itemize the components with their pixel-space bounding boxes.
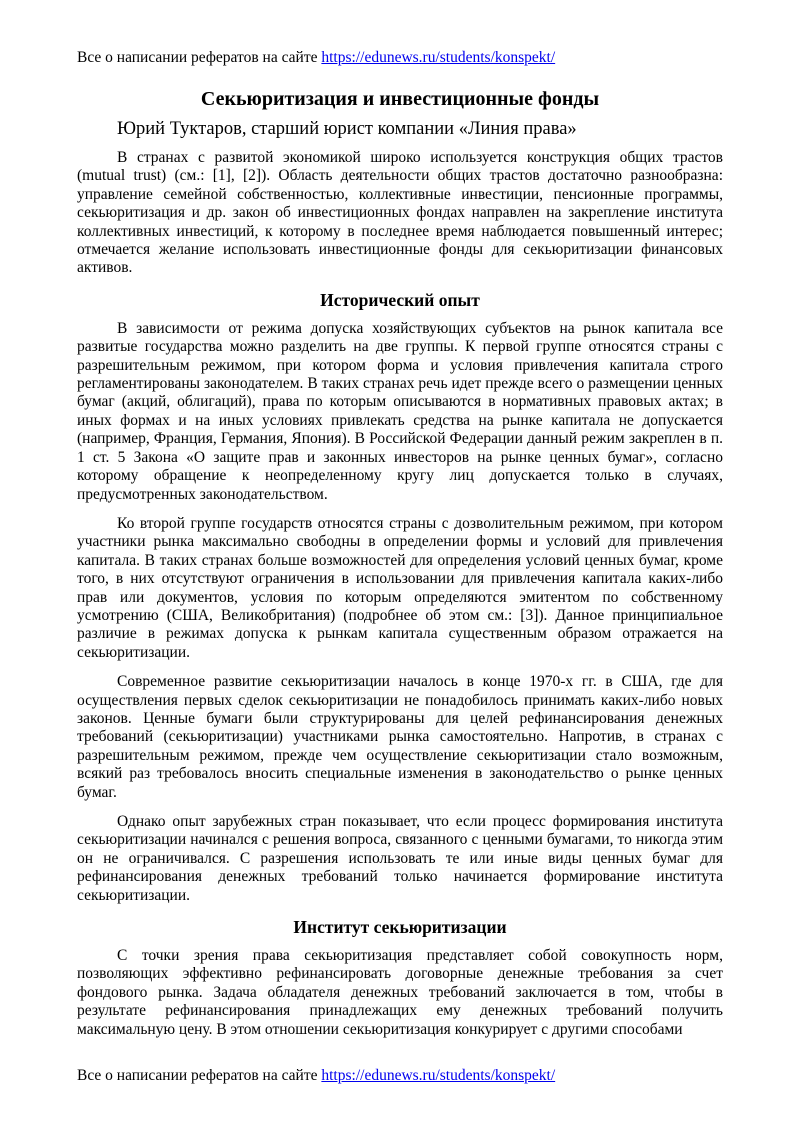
paragraph: Современное развитие секьюритизации началось в конце 1970-х гг. в США, где для осуществления первых сделок секьюритизации не понадобилось принимать каких-либо новых законов. Ценные бумаги были структурированы для целей рефинансирования денежных требований (секьюритизации) участниками рынка самостоятельно. Напротив, в странах с разрешительным режимом, прежде чем осуществление секьюритизации стало возможным, всякий раз требовалось вносить специальные изменения в законодательство о рынке ценных бумаг. (77, 673, 723, 801)
paragraph: Ко второй группе государств относятся страны с дозволительным режимом, при котором участники рынка максимально свободны в определении формы и условий для привлечения капитала. В таких странах больше возможностей для определения условий ценных бумаг, кроме того, в них отсутствуют ограничения в использовании для привлечения капитала каких-либо прав или документов, условия по которым определяются эмитентом по собственному усмотрению (США, Великобритания) (подробнее об этом см.: [3]). Данное принципиальное различие в режимах допуска к рынкам капитала существенным образом отражается на секьюритизации. (77, 514, 723, 661)
document-title: Секьюритизация и инвестиционные фонды (200, 88, 600, 110)
page-header (77, 48, 555, 68)
paragraph: Однако опыт зарубежных стран показывает, что если процесс формирования института секьюритизации начинался с решения вопроса, связанного с ценными бумагами, то никогда этим он не ограничивался. С разрешения использовать те или иные виды ценных бумаг для рефинансирования денежных требований только начинается формирование института секьюритизации. (77, 813, 723, 904)
header-link[interactable]: https://edunews.ru/students/konspekt/ (321, 49, 556, 66)
section-heading-history: Исторический опыт (320, 289, 480, 310)
footer-text: Все о написании рефератов на сайте (77, 1067, 322, 1084)
paragraph: В зависимости от режима допуска хозяйствующих субъектов на рынок капитала все развитые государства можно разделить на две группы. К первой группе относятся страны с разрешительным режимом, при котором форма и условия привлечения капитала строго регламентированы законодателем. В таких странах речь идет прежде всего о размещении ценных бумаг (акций, облигаций), права по которым описываются в нормативных правовых актах; в иных формах и на иных условиях привлекать средства на рынке капитала не допускается (например, Франция, Германия, Япония). В Российской Федерации данный режим закреплен в п. 1 ст. 5 Закона «О защите прав и законных инвесторов на рынке ценных бумаг», согласно которому обращение к неопределенному кругу лиц допускается только в случаях, предусмотренных законодательством. (77, 319, 723, 503)
header-text: Все о написании рефератов на сайте (77, 49, 322, 66)
document-author: Юрий Туктаров, старший юрист компании «Линия права» (117, 119, 577, 139)
footer-link[interactable]: https://edunews.ru/students/konspekt/ (321, 1067, 556, 1084)
intro-paragraph: В странах с развитой экономикой широко используется конструкция общих трастов (mutual trust) (см.: [1], [2]). Область деятельности общих трастов достаточно разнообразна: управление семейной собственностью, коллективные инвестиции, пенсионные программы, секьюритизация и др. закон об инвестиционных фондах направлен на закрепление института коллективных инвестиций, к которому в последнее время наблюдается повышенный интерес; отмечается желание использовать инвестиционные фонды для секьюритизации финансовых активов. (77, 149, 723, 277)
page-footer (77, 1066, 555, 1086)
paragraph: С точки зрения права секьюритизация представляет собой совокупность норм, позволяющих эффективно рефинансировать договорные денежные требования за счет фондового рынка. Задача обладателя денежных требований заключается в том, чтобы в результате рефинансирования принадлежащих ему денежных требований получить максимальную цену. В этом отношении секьюритизация конкурирует с другими способами (77, 947, 723, 1038)
section-heading-institute: Институт секьюритизации (293, 917, 507, 938)
document-body (77, 86, 723, 1039)
